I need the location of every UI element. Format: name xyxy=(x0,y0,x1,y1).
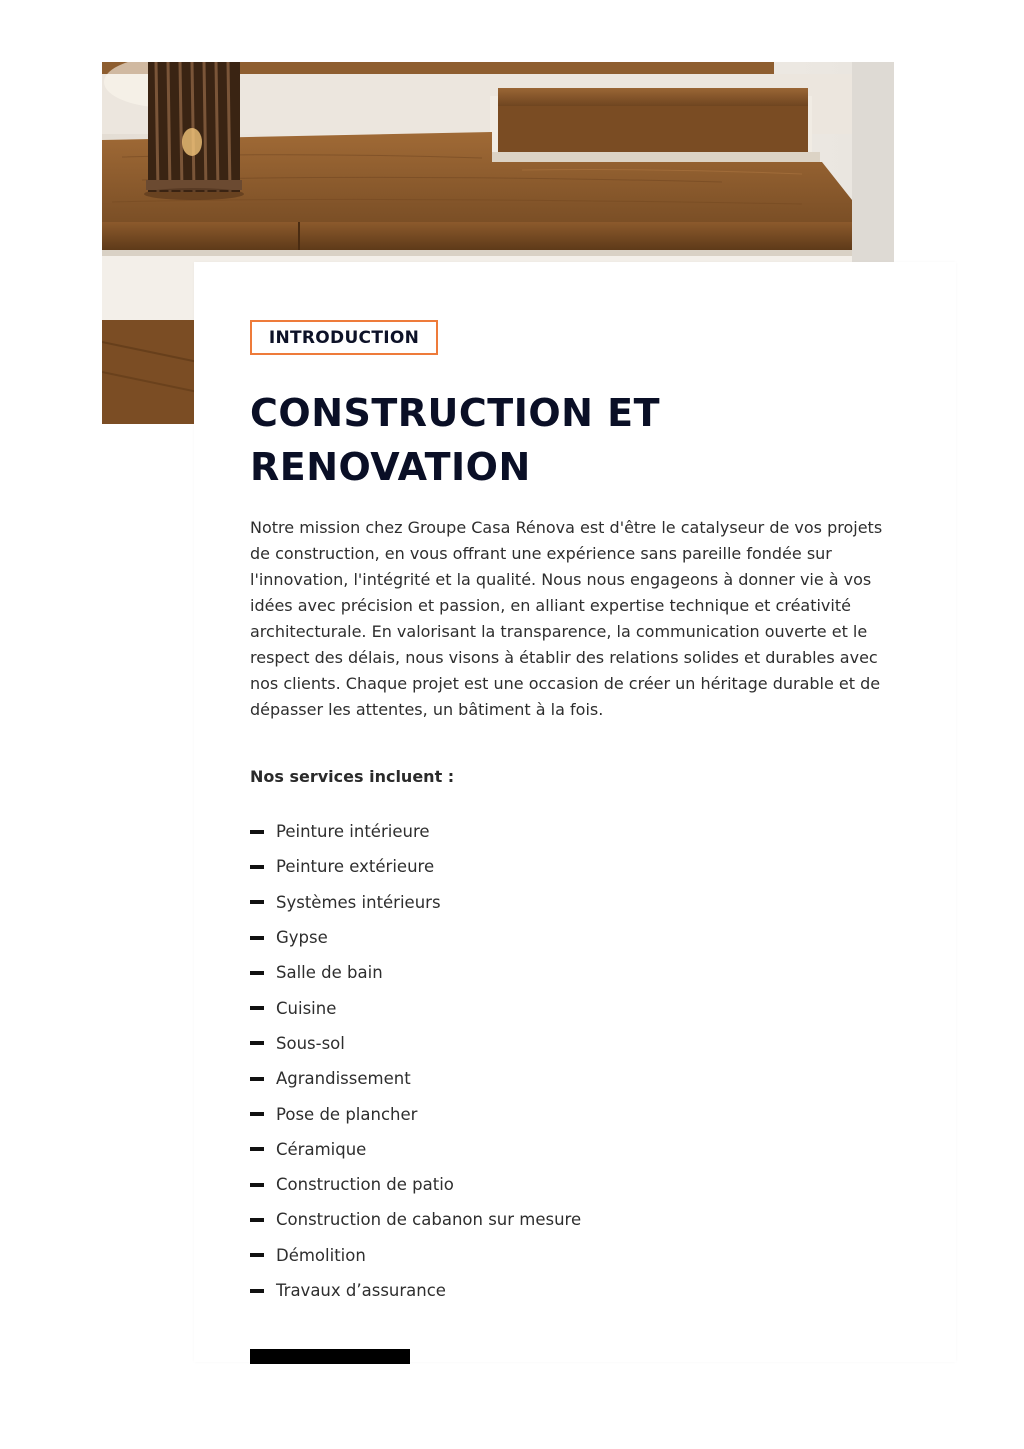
page-title-line-2: RENOVATION xyxy=(250,445,531,489)
list-item xyxy=(250,1273,581,1308)
service-label: Construction de patio xyxy=(276,1175,454,1195)
list-item xyxy=(250,1238,581,1273)
list-item xyxy=(250,1026,581,1061)
service-label: Sous-sol xyxy=(276,1033,345,1053)
service-label: Cuisine xyxy=(276,998,337,1018)
dash-bullet-icon xyxy=(250,1006,264,1010)
list-item xyxy=(250,849,581,884)
intro-paragraph: Notre mission chez Groupe Casa Rénova est d'être le catalyseur de vos projets de construction, en vous offrant une expérience sans pareille fondée sur l'innovation, l'intégrité et la qualité. Nous nous engageons à donner vie à vos idées avec précision et passion, en alliant expertise technique et créativité architecturale. En valorisant la transparence, la communication ouverte et le respect des délais, nous visons à établir des relations solides et durables avec nos clients. Chaque projet est une occasion de créer un héritage durable et de dépasser les attentes, un bâtiment à la fois. xyxy=(250,518,883,719)
list-item xyxy=(250,885,581,920)
list-item xyxy=(250,955,581,990)
service-label: Travaux d’assurance xyxy=(276,1281,446,1300)
list-item xyxy=(250,1202,581,1237)
dash-bullet-icon xyxy=(250,1218,264,1222)
service-label: Systèmes intérieurs xyxy=(276,892,441,912)
dash-bullet-icon xyxy=(250,830,264,834)
service-label: Peinture extérieure xyxy=(276,857,435,877)
dash-bullet-icon xyxy=(250,1112,264,1116)
list-item xyxy=(250,1132,581,1167)
service-label: Agrandissement xyxy=(276,1069,411,1089)
dash-bullet-icon xyxy=(250,1041,264,1045)
list-item xyxy=(250,990,581,1025)
page-title-line-1: CONSTRUCTION ET xyxy=(250,391,661,435)
dash-bullet-icon xyxy=(250,900,264,904)
dash-bullet-icon xyxy=(250,1183,264,1187)
section-tag: INTRODUCTION xyxy=(250,320,438,355)
dash-bullet-icon xyxy=(250,936,264,940)
list-item xyxy=(250,1167,581,1202)
page-title xyxy=(250,386,810,494)
dash-bullet-icon xyxy=(250,865,264,869)
dash-bullet-icon xyxy=(250,1077,264,1081)
service-label: Céramique xyxy=(276,1139,367,1159)
dash-bullet-icon xyxy=(250,1253,264,1257)
service-label: Pose de plancher xyxy=(276,1104,418,1124)
service-label: Construction de cabanon sur mesure xyxy=(276,1210,582,1230)
services-list xyxy=(250,814,581,1308)
list-item xyxy=(250,920,581,955)
list-item xyxy=(250,814,581,849)
service-label: Salle de bain xyxy=(276,963,383,983)
dash-bullet-icon xyxy=(250,971,264,975)
services-heading: Nos services incluent : xyxy=(250,767,455,786)
dash-bullet-icon xyxy=(250,1289,264,1293)
decorative-bar xyxy=(250,1349,410,1364)
dash-bullet-icon xyxy=(250,1147,264,1151)
service-label: Gypse xyxy=(276,928,328,948)
service-label: Peinture intérieure xyxy=(276,822,430,842)
service-label: Démolition xyxy=(276,1245,366,1265)
list-item xyxy=(250,1061,581,1096)
list-item xyxy=(250,1096,581,1131)
